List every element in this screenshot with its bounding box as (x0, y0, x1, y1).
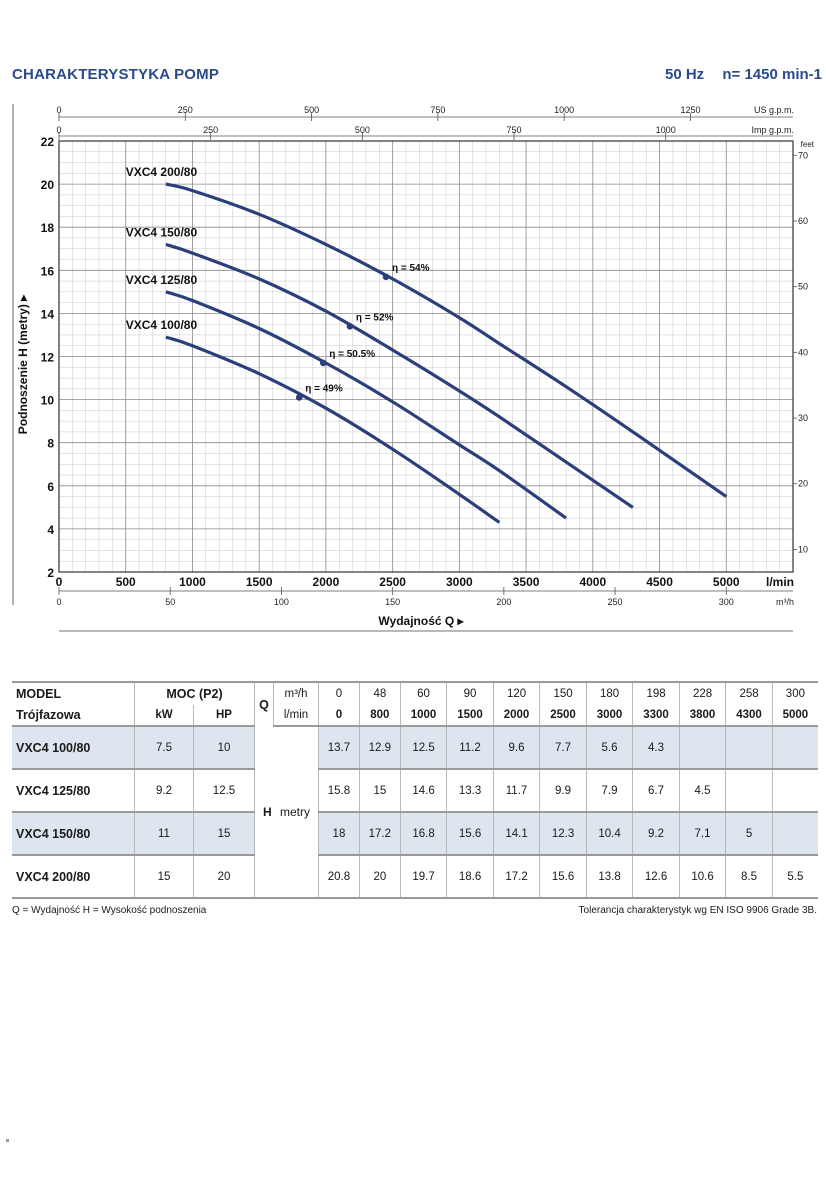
x-tick-label: 3000 (446, 575, 473, 589)
efficiency-point (320, 360, 327, 367)
impgpm-label: 750 (506, 125, 522, 135)
head-value: 14.6 (400, 769, 447, 812)
impgpm-unit: Imp g.p.m. (751, 125, 794, 135)
head-value: 7.1 (679, 812, 726, 855)
head-value (772, 726, 818, 769)
lmin-unit: l/min (274, 705, 319, 726)
y-tick-label: 18 (40, 221, 54, 236)
lmin-value: 2500 (540, 705, 587, 726)
feet-tick-label: 50 (798, 281, 809, 292)
x-axis-title: Wydajność Q ▸ (378, 614, 464, 628)
feet-tick-label: 20 (798, 478, 809, 489)
head-value: 5.5 (772, 855, 818, 898)
x-tick-label: 4500 (646, 575, 673, 589)
m3h-label: 50 (165, 597, 176, 607)
table-row (12, 769, 818, 812)
hp-header: HP (194, 705, 255, 726)
head-value: 12.9 (359, 726, 400, 769)
head-value: 13.8 (586, 855, 633, 898)
lmin-value: 3000 (586, 705, 633, 726)
head-value: 20 (359, 855, 400, 898)
head-value: 11.7 (493, 769, 540, 812)
tick-labels (16, 105, 815, 628)
metry-label: metry (280, 805, 310, 819)
power-kw: 7.5 (135, 726, 194, 769)
x-tick-label: 2500 (379, 575, 406, 589)
m3h-unit: m³/h (274, 682, 319, 705)
head-value: 17.2 (359, 812, 400, 855)
x-tick-label: 2000 (312, 575, 340, 589)
usgpm-label: 750 (430, 105, 446, 115)
head-value: 4.3 (633, 726, 680, 769)
x-tick-label: 5000 (712, 575, 740, 589)
power-hp: 10 (194, 726, 255, 769)
tolerance-note: Tolerancja charakterystyk wg EN ISO 9906 Grade 3B. (578, 905, 817, 916)
head-value: 8.5 (726, 855, 773, 898)
x-tick-label: 1500 (245, 575, 273, 589)
head-value: 5.6 (586, 726, 633, 769)
head-value (726, 769, 773, 812)
head-value: 17.2 (493, 855, 540, 898)
head-value: 12.6 (633, 855, 680, 898)
y-tick-label: 20 (40, 178, 54, 193)
model-name: VXC4 125/80 (12, 769, 135, 812)
head-value: 14.1 (493, 812, 540, 855)
head-value: 10.4 (586, 812, 633, 855)
m3h-value: 48 (359, 682, 400, 705)
head-value: 15 (359, 769, 400, 812)
m3h-label: 100 (273, 597, 289, 607)
series-name: VXC4 150/80 (125, 225, 198, 240)
table-row (12, 855, 818, 898)
head-value: 7.7 (540, 726, 587, 769)
head-value: 4.5 (679, 769, 726, 812)
m3h-unit: m³/h (776, 597, 794, 607)
y-tick-label: 14 (40, 307, 54, 322)
feet-tick-label: 40 (798, 347, 809, 358)
rpm-label: n= 1450 min-1 (722, 66, 822, 83)
usgpm-label: 500 (304, 105, 320, 115)
power-header: MOC (P2) (135, 682, 255, 705)
impgpm-label: 1000 (655, 125, 676, 135)
m3h-value: 300 (772, 682, 818, 705)
efficiency-point (296, 394, 303, 401)
head-value: 6.7 (633, 769, 680, 812)
curve-labels (126, 165, 430, 394)
usgpm-label: 1250 (680, 105, 701, 115)
power-kw: 11 (135, 812, 194, 855)
m3h-label: 250 (607, 597, 623, 607)
lmin-value: 2000 (493, 705, 540, 726)
usgpm-unit: US g.p.m. (753, 105, 794, 115)
head-value: 9.2 (633, 812, 680, 855)
lmin-value: 1500 (447, 705, 494, 726)
efficiency-point (383, 273, 390, 280)
power-hp: 15 (194, 812, 255, 855)
m3h-value: 180 (586, 682, 633, 705)
head-value: 12.5 (400, 726, 447, 769)
feet-tick-label: 60 (798, 215, 809, 226)
head-value: 20.8 (319, 855, 360, 898)
series-name: VXC4 200/80 (125, 165, 198, 180)
usgpm-label: 0 (56, 105, 62, 115)
feet-tick-label: 30 (798, 413, 809, 424)
lmin-value: 3300 (633, 705, 680, 726)
q-header: Q (255, 682, 274, 726)
efficiency-label: η = 50.5% (329, 348, 376, 360)
legend-note: Q = Wydajność H = Wysokość podnoszenia (12, 905, 207, 916)
m3h-label: 150 (385, 597, 401, 607)
head-value: 18 (319, 812, 360, 855)
usgpm-label: 250 (177, 105, 193, 115)
head-value: 5 (726, 812, 773, 855)
y-tick-label: 6 (47, 479, 54, 494)
m3h-value: 120 (493, 682, 540, 705)
y-tick-label: 4 (47, 522, 54, 537)
y-tick-label: 22 (40, 135, 54, 149)
lmin-value: 0 (319, 705, 360, 726)
head-value: 9.6 (493, 726, 540, 769)
lmin-value: 800 (359, 705, 400, 726)
head-value: 7.9 (586, 769, 633, 812)
pump-curve-chart (0, 95, 826, 640)
power-hp: 20 (194, 855, 255, 898)
head-value (772, 812, 818, 855)
impgpm-label: 500 (354, 125, 370, 135)
head-value: 19.7 (400, 855, 447, 898)
head-value: 11.2 (447, 726, 494, 769)
x-tick-label: 500 (115, 575, 136, 589)
phase-header: Trójfazowa (12, 705, 135, 726)
kw-header: kW (135, 705, 194, 726)
lmin-value: 5000 (772, 705, 818, 726)
head-value (726, 726, 773, 769)
power-kw: 9.2 (135, 769, 194, 812)
m3h-value: 60 (400, 682, 447, 705)
y-tick-label: 10 (40, 393, 54, 408)
y-axis-title: Podnoszenie H (metry) ▸ (16, 294, 30, 435)
model-name: VXC4 150/80 (12, 812, 135, 855)
series-name: VXC4 125/80 (125, 272, 198, 287)
head-value: 12.3 (540, 812, 587, 855)
table-row (12, 726, 818, 769)
y-tick-label: 2 (47, 566, 54, 580)
m3h-value: 258 (726, 682, 773, 705)
power-kw: 15 (135, 855, 194, 898)
model-header: MODEL (12, 682, 135, 705)
power-hp: 12.5 (194, 769, 255, 812)
m3h-value: 150 (540, 682, 587, 705)
model-name: VXC4 100/80 (12, 726, 135, 769)
table-row (12, 812, 818, 855)
m3h-label: 0 (56, 597, 62, 607)
m3h-label: 300 (718, 597, 734, 607)
x-unit-label: l/min (765, 575, 794, 589)
m3h-value: 198 (633, 682, 680, 705)
feet-tick-label: 70 (798, 150, 809, 161)
head-value (679, 726, 726, 769)
frequency-label: 50 Hz (665, 66, 705, 83)
head-value: 13.3 (447, 769, 494, 812)
feet-tick-label: 10 (798, 544, 809, 555)
lmin-value: 4300 (726, 705, 773, 726)
m3h-value: 90 (447, 682, 494, 705)
head-value: 18.6 (447, 855, 494, 898)
efficiency-label: η = 49% (305, 383, 343, 395)
page-title: CHARAKTERYSTYKA POMP (12, 66, 220, 83)
head-value: 15.6 (447, 812, 494, 855)
head-value: 10.6 (679, 855, 726, 898)
head-value: 15.8 (319, 769, 360, 812)
m3h-value: 0 (319, 682, 360, 705)
y-tick-label: 16 (40, 264, 54, 279)
feet-unit: feet (800, 140, 814, 149)
speed-info (651, 66, 822, 83)
m3h-label: 200 (496, 597, 512, 607)
efficiency-label: η = 54% (391, 262, 430, 274)
impgpm-label: 0 (56, 125, 62, 135)
head-value: 13.7 (319, 726, 360, 769)
efficiency-label: η = 52% (355, 312, 394, 324)
x-tick-label: 4000 (579, 575, 607, 589)
head-value: 9.9 (540, 769, 587, 812)
lmin-value: 3800 (679, 705, 726, 726)
impgpm-label: 250 (203, 125, 219, 135)
model-name: VXC4 200/80 (12, 855, 135, 898)
head-unit-cell (255, 726, 319, 898)
head-value (772, 769, 818, 812)
head-value: 15.6 (540, 855, 587, 898)
x-tick-label: 0 (55, 575, 63, 589)
m3h-value: 228 (679, 682, 726, 705)
y-tick-label: 12 (40, 350, 54, 365)
head-value: 16.8 (400, 812, 447, 855)
efficiency-point (347, 323, 354, 330)
performance-table (12, 681, 818, 899)
x-tick-label: 1000 (179, 575, 206, 589)
lmin-value: 1000 (400, 705, 447, 726)
y-tick-label: 8 (47, 436, 54, 451)
x-tick-label: 3500 (512, 575, 540, 589)
page-marker (6, 1139, 9, 1142)
series-name: VXC4 100/80 (125, 318, 198, 333)
usgpm-label: 1000 (554, 105, 575, 115)
h-header: H (262, 805, 272, 819)
